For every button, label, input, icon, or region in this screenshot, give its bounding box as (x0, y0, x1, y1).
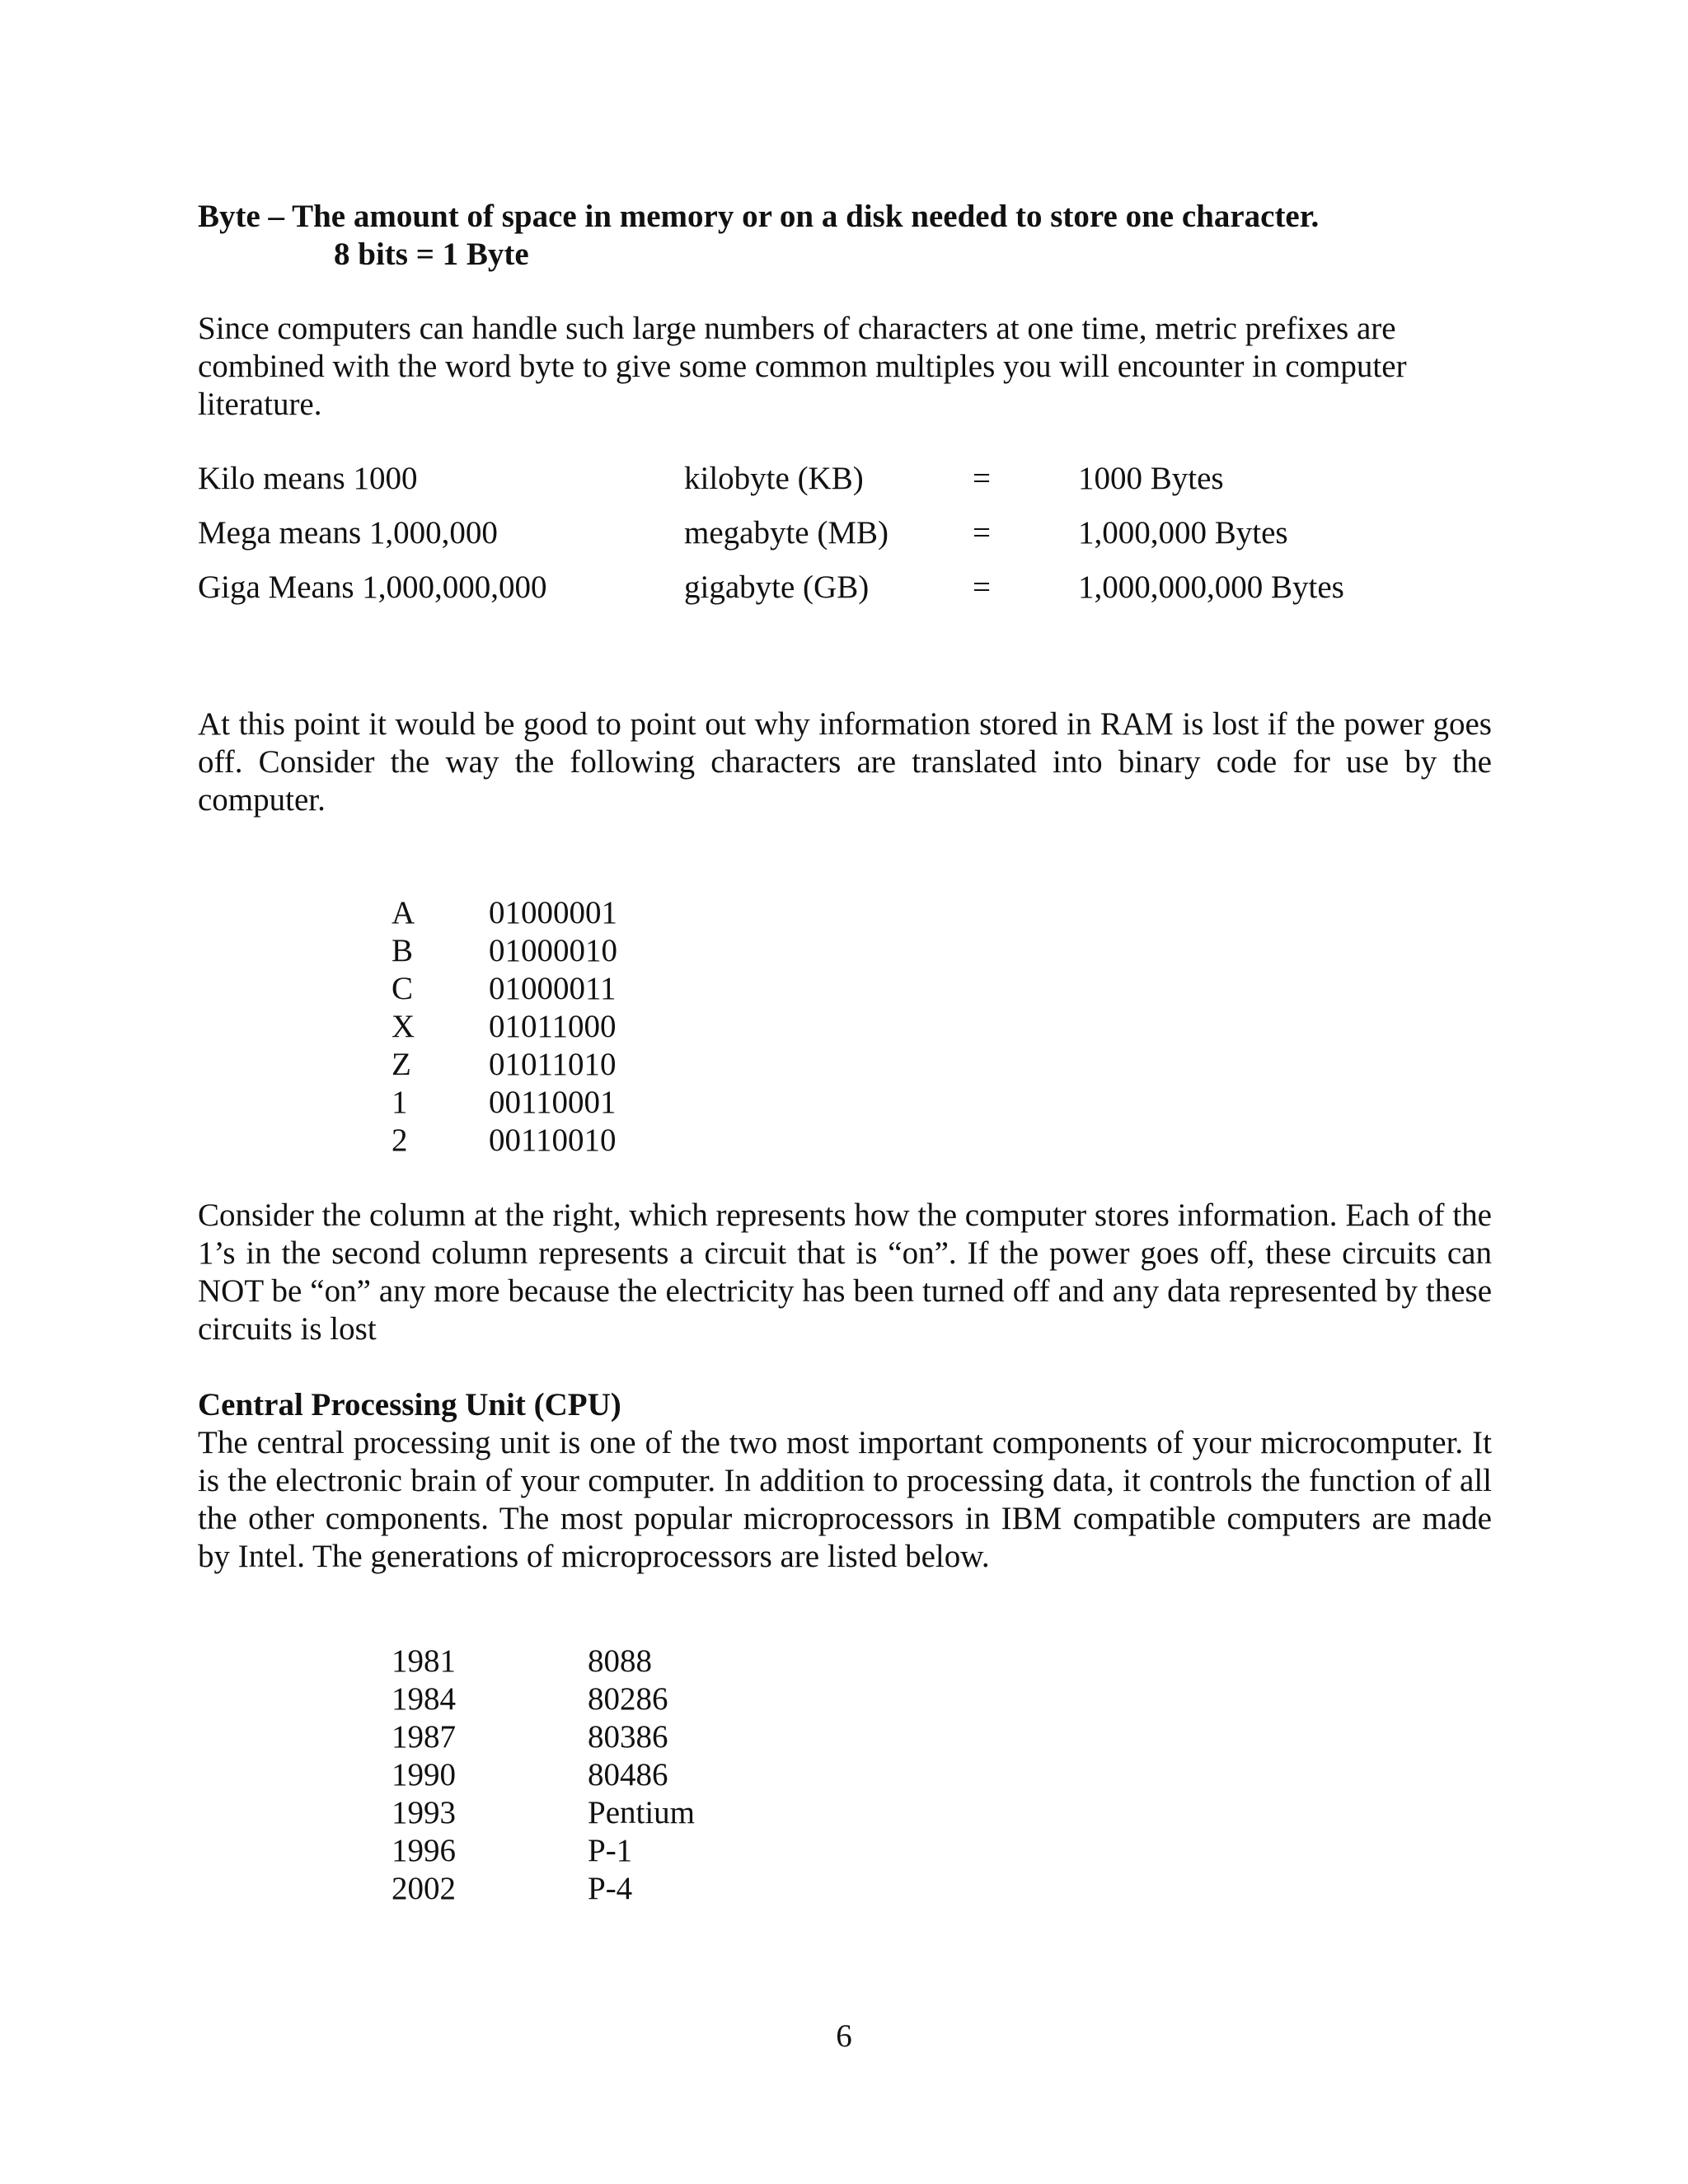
prefix-row (198, 569, 1344, 623)
processor-chip: 80386 (588, 1719, 668, 1755)
prefix-equals: = (973, 515, 991, 551)
binary-code-table (392, 894, 617, 1160)
prefix-equals: = (973, 461, 991, 496)
prefix-name: Giga Means 1,000,000,000 (198, 569, 547, 605)
page-number: 6 (836, 2018, 852, 2054)
processor-year: 2002 (392, 1871, 456, 1906)
cpu-paragraph: The central processing unit is one of the two most important components of your microcomputer. It is the electronic brain of your computer. In addition to processing data, it controls the function of all the other components. The most popular microprocessors in IBM compatible computers are made by Intel. The generations of microprocessors are listed below. (198, 1425, 1492, 1574)
binary-code: 00110010 (489, 1122, 617, 1158)
processor-row (392, 1680, 695, 1718)
binary-code: 01011010 (489, 1047, 617, 1082)
prefix-unit: megabyte (MB) (684, 515, 889, 551)
binary-char: X (392, 1009, 415, 1044)
column-paragraph: Consider the column at the right, which represents how the computer stores information. Each of the 1’s in the second column represents a circuit that is “on”. If the power goes off, these circuits can NOT be “on” any more because the electricity has been turned off and any data represented by these circuits is lost (198, 1197, 1492, 1347)
binary-char: 2 (392, 1122, 408, 1158)
prefix-unit: kilobyte (KB) (684, 461, 864, 496)
processor-row (392, 1870, 695, 1908)
byte-definition-heading: Byte – The amount of space in memory or on a disk needed to store one character. (198, 199, 1320, 234)
processor-row (392, 1643, 695, 1680)
byte-equation: 8 bits = 1 Byte (334, 237, 529, 272)
processor-chip: Pentium (588, 1795, 696, 1830)
prefix-name: Mega means 1,000,000 (198, 515, 498, 551)
prefix-value: 1000 Bytes (1078, 461, 1224, 496)
prefix-unit: gigabyte (GB) (684, 569, 870, 605)
binary-code: 01000001 (489, 895, 617, 930)
binary-code: 00110001 (489, 1085, 617, 1120)
cpu-heading: Central Processing Unit (CPU) (198, 1387, 621, 1422)
binary-row (392, 1008, 617, 1046)
binary-code: 01011000 (489, 1009, 617, 1044)
processor-year: 1981 (392, 1643, 456, 1679)
binary-row (392, 1122, 617, 1160)
processor-year: 1984 (392, 1681, 456, 1717)
processor-chip: 8088 (588, 1643, 652, 1679)
prefix-name: Kilo means 1000 (198, 461, 418, 496)
binary-char: A (392, 895, 415, 930)
prefix-value: 1,000,000 Bytes (1078, 515, 1288, 551)
binary-code: 01000011 (489, 971, 617, 1006)
binary-char: 1 (392, 1085, 408, 1120)
prefix-row (198, 514, 1344, 569)
prefix-value: 1,000,000,000 Bytes (1078, 569, 1344, 605)
processor-row (392, 1756, 695, 1794)
processor-year: 1996 (392, 1833, 456, 1868)
binary-char: B (392, 933, 414, 968)
processor-row (392, 1718, 695, 1756)
binary-row (392, 1046, 617, 1084)
binary-row (392, 894, 617, 932)
processor-chip: 80286 (588, 1681, 668, 1717)
processor-row (392, 1832, 695, 1870)
processor-generations-table (392, 1643, 695, 1908)
binary-char: Z (392, 1047, 411, 1082)
ram-paragraph: At this point it would be good to point out why information stored in RAM is lost if the power goes off. Consider the way the following characters are translated into binary code for use by the computer. (198, 706, 1492, 818)
binary-row (392, 932, 617, 970)
binary-char: C (392, 971, 414, 1006)
processor-chip: 80486 (588, 1757, 668, 1793)
processor-year: 1987 (392, 1719, 456, 1755)
prefix-row (198, 460, 1344, 514)
processor-year: 1990 (392, 1757, 456, 1793)
binary-row (392, 970, 617, 1008)
processor-year: 1993 (392, 1795, 456, 1830)
prefix-equals: = (973, 569, 991, 605)
processor-chip: P-1 (588, 1833, 633, 1868)
processor-chip: P-4 (588, 1871, 633, 1906)
binary-code: 01000010 (489, 933, 617, 968)
processor-row (392, 1794, 695, 1832)
prefix-table (198, 460, 1344, 623)
intro-paragraph: Since computers can handle such large numbers of characters at one time, metric prefixes are combined with the word byte to give some common multiples you will encounter in computer literature. (198, 311, 1407, 422)
binary-row (392, 1084, 617, 1122)
